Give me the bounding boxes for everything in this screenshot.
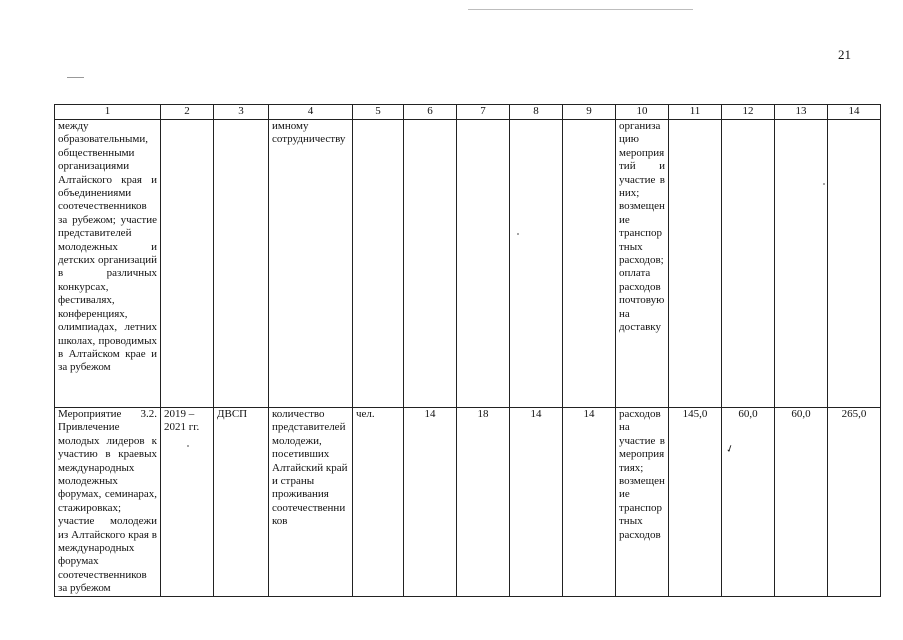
funding-cell: 60,0: [775, 408, 828, 597]
top-rule: [468, 9, 693, 10]
header-cell: 6: [404, 105, 457, 120]
scan-speck: [517, 233, 519, 235]
funding-cell: [722, 120, 775, 408]
scan-speck: [823, 183, 825, 185]
value-cell: [457, 120, 510, 408]
value-cell: [404, 120, 457, 408]
funding-cell: [669, 120, 722, 408]
page-number: 21: [838, 47, 851, 62]
executor-cell: ДВСП: [214, 408, 269, 597]
header-cell: 2: [161, 105, 214, 120]
value-cell: 18: [457, 408, 510, 597]
header-cell: 7: [457, 105, 510, 120]
header-row: [55, 105, 881, 120]
header-cell: 10: [616, 105, 669, 120]
funding-total-cell: 265,0: [828, 408, 881, 597]
unit-cell: чел.: [353, 408, 404, 597]
funding-cell: 145,0: [669, 408, 722, 597]
header-cell: 8: [510, 105, 563, 120]
header-cell: 5: [353, 105, 404, 120]
expense-direction-cell: организацию мероприятий и участие в них; возмещение транспортных расходов; оплата расходов почтовую на доставку: [616, 120, 669, 408]
header-cell: 1: [55, 105, 161, 120]
executor-cell: [214, 120, 269, 408]
header-cell: 14: [828, 105, 881, 120]
table-row: [55, 408, 881, 597]
measure-description: Мероприятие 3.2. Привлечение молодых лидеров к участию в краевых международных молодежных форумах, семинарах, стажировках; участие молодежи из Алтайского края в международных форумах соотечественников за рубежом: [55, 408, 161, 597]
scan-speck: [187, 445, 189, 447]
header-cell: 3: [214, 105, 269, 120]
value-cell: 14: [510, 408, 563, 597]
header-cell: 13: [775, 105, 828, 120]
header-cell: 9: [563, 105, 616, 120]
expense-direction-cell: расходов на участие в мероприятиях; возмещение транспортных расходов: [616, 408, 669, 597]
header-cell: 4: [269, 105, 353, 120]
table-row: [55, 120, 881, 408]
unit-cell: [353, 120, 404, 408]
value-cell: [510, 120, 563, 408]
program-table: [54, 104, 881, 597]
value-cell: 14: [563, 408, 616, 597]
header-cell: 12: [722, 105, 775, 120]
measure-description: между образовательными, общественными организациями Алтайского края и объединениями соотечественников за рубежом; участие представителей молодежных и детских организаций в различных конкурсах, фестивалях, конференциях, олимпиадах, летних школах, проводимых в Алтайском крае и за рубежом: [55, 120, 161, 408]
period-cell: 2019 – 2021 гг.: [161, 408, 214, 597]
check-mark-icon: ✓: [724, 442, 737, 457]
period-cell: [161, 120, 214, 408]
funding-cell: [775, 120, 828, 408]
funding-total-cell: [828, 120, 881, 408]
indicator-cell: имному сотрудничеству: [269, 120, 353, 408]
value-cell: [563, 120, 616, 408]
indicator-cell: количество представителей молодежи, посетивших Алтайский край и страны проживания соотечественников: [269, 408, 353, 597]
funding-cell: 60,0: [722, 408, 775, 597]
value-cell: 14: [404, 408, 457, 597]
margin-dash: [67, 77, 84, 78]
header-cell: 11: [669, 105, 722, 120]
